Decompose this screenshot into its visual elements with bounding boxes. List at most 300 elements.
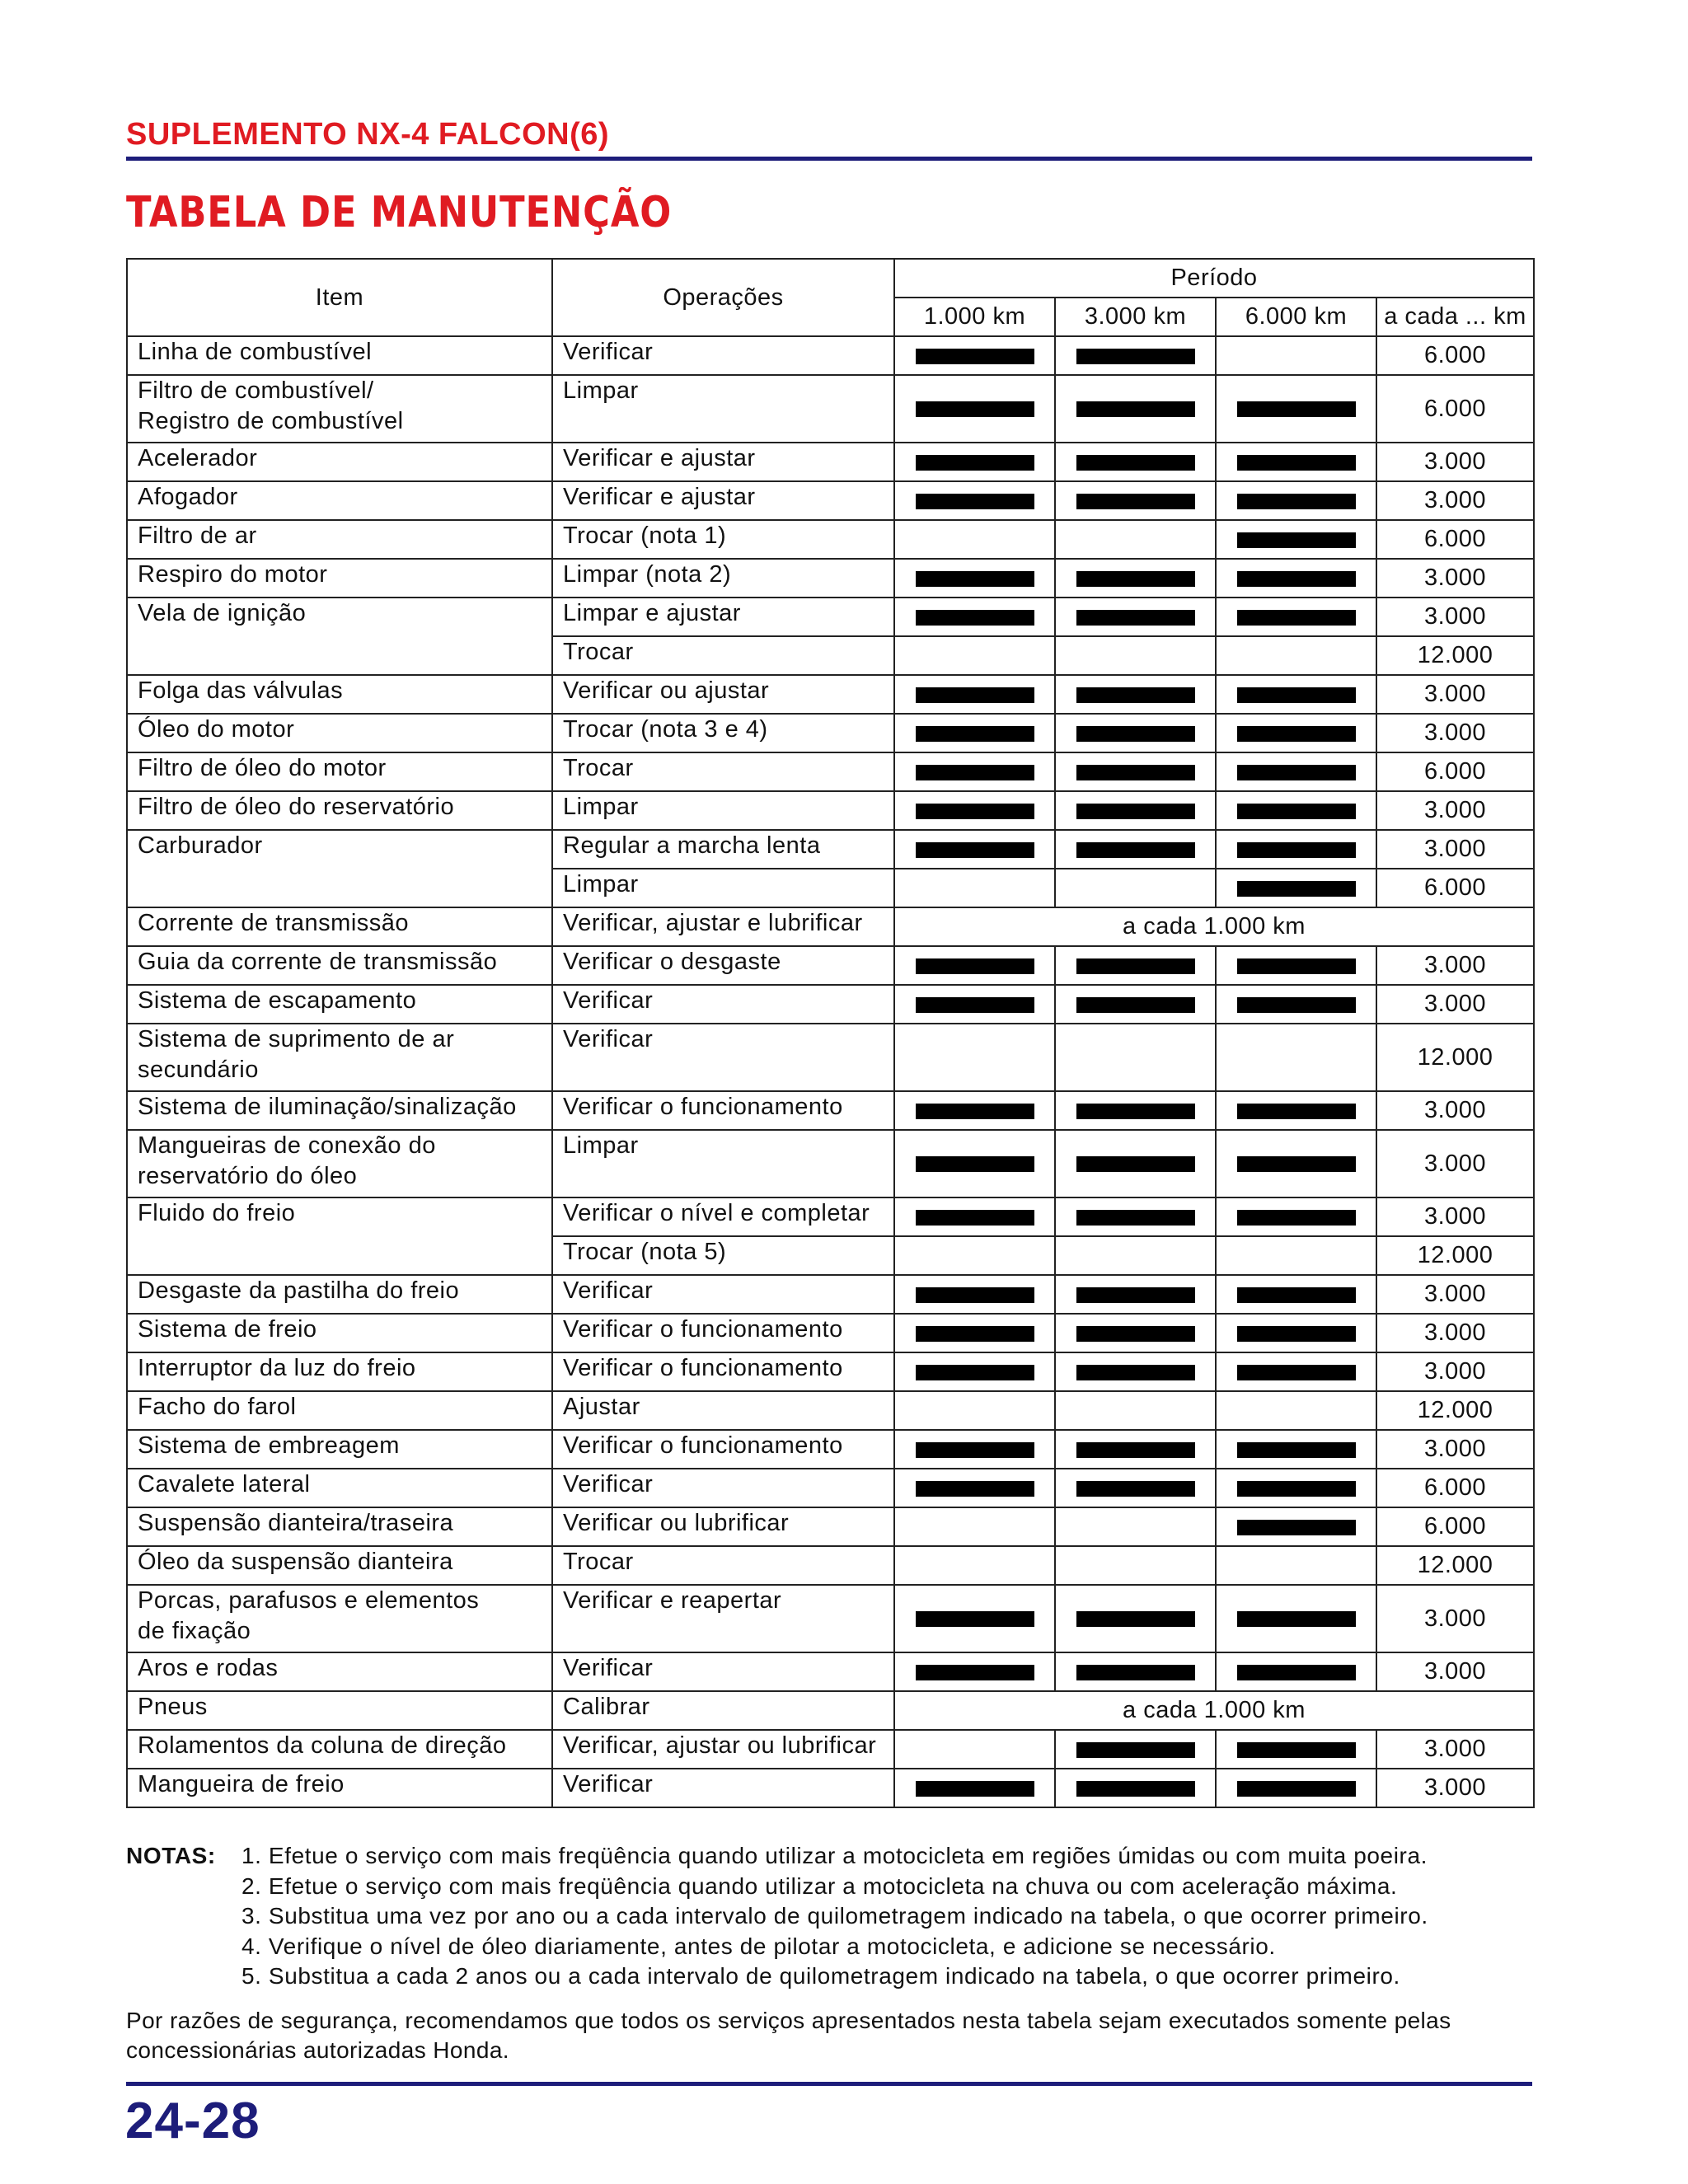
item-cell: Sistema de suprimento de ar secundário: [127, 1024, 552, 1091]
service-mark: [1237, 997, 1356, 1013]
service-mark: [916, 1611, 1034, 1627]
service-mark: [1237, 1665, 1356, 1680]
service-mark: [1237, 1365, 1356, 1380]
period-mark-cell: [1055, 520, 1216, 559]
period-mark-cell: [1055, 1091, 1216, 1130]
item-cell: Cavalete lateral: [127, 1469, 552, 1507]
note-item: 4. Verifique o nível de óleo diariamente, antes de pilotar a motocicleta, e adicione se necessário.: [241, 1933, 1276, 1959]
table-row: [127, 443, 1534, 481]
period-mark-cell: [894, 336, 1055, 375]
service-mark: [1076, 1287, 1195, 1303]
period-mark-cell: [894, 869, 1055, 907]
service-mark: [1237, 765, 1356, 780]
period-mark-cell: [894, 1197, 1055, 1236]
service-mark: [1237, 1442, 1356, 1458]
safety-text: Por razões de segurança, recomendamos que todos os serviços apresentados nesta tabela sejam executados somente pelas concessionárias autorizadas Honda.: [126, 2008, 1451, 2063]
interval-cell: 3.000: [1376, 598, 1534, 636]
interval-cell: 3.000: [1376, 946, 1534, 985]
period-mark-cell: [1055, 1769, 1216, 1807]
service-mark: [916, 494, 1034, 509]
header-every-km: a cada ... km: [1376, 298, 1534, 336]
service-mark: [1237, 1156, 1356, 1172]
service-mark: [916, 1665, 1034, 1680]
period-mark-cell: [1216, 675, 1376, 714]
service-mark: [1076, 610, 1195, 626]
period-mark-cell: [1216, 1585, 1376, 1652]
period-mark-cell: [894, 985, 1055, 1024]
interval-cell: 3.000: [1376, 1352, 1534, 1391]
table-row: [127, 1469, 1534, 1507]
service-mark: [1076, 1156, 1195, 1172]
header-km-3000: 3.000 km: [1055, 298, 1216, 336]
interval-cell: 6.000: [1376, 520, 1534, 559]
interval-cell: 3.000: [1376, 985, 1534, 1024]
item-cell: Filtro de ar: [127, 520, 552, 559]
operation-cell: Trocar (nota 5): [552, 1236, 894, 1275]
item-cell: Acelerador: [127, 443, 552, 481]
operation-cell: Verificar: [552, 1469, 894, 1507]
service-mark: [1076, 1365, 1195, 1380]
period-mark-cell: [1055, 752, 1216, 791]
service-mark: [1237, 1481, 1356, 1497]
period-mark-cell: [1216, 1469, 1376, 1507]
table-row: [127, 714, 1534, 752]
period-mark-cell: [1216, 1236, 1376, 1275]
period-mark-cell: [1216, 1091, 1376, 1130]
period-mark-cell: [1216, 1730, 1376, 1769]
note-item: 5. Substitua a cada 2 anos ou a cada intervalo de quilometragem indicado na tabela, o que ocorrer primeiro.: [241, 1963, 1400, 1989]
service-mark: [1076, 687, 1195, 703]
operation-cell: Verificar e reapertar: [552, 1585, 894, 1652]
period-mark-cell: [894, 946, 1055, 985]
service-mark: [1237, 532, 1356, 548]
interval-cell: 3.000: [1376, 1130, 1534, 1197]
period-mark-cell: [1055, 869, 1216, 907]
operation-cell: Limpar e ajustar: [552, 598, 894, 636]
item-cell: Mangueiras de conexão do reservatório do óleo: [127, 1130, 552, 1197]
table-row: [127, 1314, 1534, 1352]
period-mark-cell: [894, 1430, 1055, 1469]
maintenance-table: [126, 258, 1535, 1808]
period-mark-cell: [1055, 946, 1216, 985]
period-mark-cell: [894, 636, 1055, 675]
table-row: [127, 336, 1534, 375]
period-mark-cell: [1055, 830, 1216, 869]
item-cell: Sistema de freio: [127, 1314, 552, 1352]
operation-cell: Limpar: [552, 869, 894, 907]
period-mark-cell: [894, 1652, 1055, 1691]
service-mark: [916, 1287, 1034, 1303]
interval-cell: 3.000: [1376, 1091, 1534, 1130]
operation-cell: Calibrar: [552, 1691, 894, 1730]
period-mark-cell: [1055, 1585, 1216, 1652]
operation-cell: Limpar (nota 2): [552, 559, 894, 598]
operation-cell: Verificar o funcionamento: [552, 1091, 894, 1130]
service-mark: [1237, 455, 1356, 471]
operation-cell: Verificar: [552, 1275, 894, 1314]
item-cell: Óleo do motor: [127, 714, 552, 752]
operation-cell: Limpar: [552, 1130, 894, 1197]
period-mark-cell: [894, 1730, 1055, 1769]
item-cell: Sistema de embreagem: [127, 1430, 552, 1469]
period-mark-cell: [1055, 1652, 1216, 1691]
service-mark: [1237, 804, 1356, 819]
operation-cell: Verificar: [552, 1769, 894, 1807]
period-mark-cell: [894, 1469, 1055, 1507]
interval-cell: 12.000: [1376, 1391, 1534, 1430]
service-mark: [1237, 842, 1356, 858]
period-mark-cell: [1216, 481, 1376, 520]
period-mark-cell: [1216, 1197, 1376, 1236]
period-mark-cell: [1216, 636, 1376, 675]
service-mark: [1237, 610, 1356, 626]
table-row: [127, 907, 1534, 946]
interval-note-cell: a cada 1.000 km: [894, 907, 1534, 946]
table-row: [127, 830, 1534, 869]
table-row: [127, 1197, 1534, 1236]
interval-cell: 6.000: [1376, 375, 1534, 443]
table-row: [127, 1585, 1534, 1652]
operation-cell: Verificar: [552, 1024, 894, 1091]
period-mark-cell: [894, 791, 1055, 830]
table-row: [127, 791, 1534, 830]
period-mark-cell: [894, 559, 1055, 598]
interval-cell: 3.000: [1376, 1430, 1534, 1469]
interval-cell: 3.000: [1376, 559, 1534, 598]
service-mark: [916, 1781, 1034, 1797]
operation-cell: Regular a marcha lenta: [552, 830, 894, 869]
service-mark: [1237, 1611, 1356, 1627]
item-cell: Filtro de óleo do motor: [127, 752, 552, 791]
period-mark-cell: [1055, 1314, 1216, 1352]
period-mark-cell: [1055, 1730, 1216, 1769]
operation-cell: Verificar o desgaste: [552, 946, 894, 985]
table-row: [127, 375, 1534, 443]
period-mark-cell: [1216, 1352, 1376, 1391]
interval-cell: 3.000: [1376, 481, 1534, 520]
service-mark: [1237, 571, 1356, 587]
period-mark-cell: [894, 675, 1055, 714]
period-mark-cell: [894, 1130, 1055, 1197]
operation-cell: Trocar: [552, 752, 894, 791]
service-mark: [916, 1156, 1034, 1172]
period-mark-cell: [1055, 1024, 1216, 1091]
table-row: [127, 752, 1534, 791]
header-rule: [126, 157, 1532, 161]
item-cell: Vela de ignição: [127, 598, 552, 675]
operation-cell: Verificar o funcionamento: [552, 1314, 894, 1352]
interval-cell: 6.000: [1376, 1507, 1534, 1546]
operation-cell: Verificar: [552, 985, 894, 1024]
footer-rule: [126, 2082, 1532, 2086]
item-cell: Aros e rodas: [127, 1652, 552, 1691]
table-row: [127, 1507, 1534, 1546]
period-mark-cell: [1216, 1130, 1376, 1197]
period-mark-cell: [1216, 714, 1376, 752]
period-mark-cell: [1216, 375, 1376, 443]
operation-cell: Verificar e ajustar: [552, 481, 894, 520]
period-mark-cell: [894, 598, 1055, 636]
period-mark-cell: [1055, 714, 1216, 752]
table-row: [127, 520, 1534, 559]
interval-cell: 3.000: [1376, 675, 1534, 714]
operation-cell: Verificar o funcionamento: [552, 1430, 894, 1469]
period-mark-cell: [1055, 1197, 1216, 1236]
period-mark-cell: [1216, 1769, 1376, 1807]
table-row: [127, 1024, 1534, 1091]
interval-cell: 12.000: [1376, 636, 1534, 675]
period-mark-cell: [1216, 1652, 1376, 1691]
interval-cell: 3.000: [1376, 1197, 1534, 1236]
table-row: [127, 946, 1534, 985]
header-km-1000: 1.000 km: [894, 298, 1055, 336]
period-mark-cell: [1216, 1314, 1376, 1352]
item-cell: Fluido do freio: [127, 1197, 552, 1275]
period-mark-cell: [894, 1585, 1055, 1652]
service-mark: [1237, 687, 1356, 703]
period-mark-cell: [1055, 1469, 1216, 1507]
item-cell: Filtro de óleo do reservatório: [127, 791, 552, 830]
period-mark-cell: [1055, 1391, 1216, 1430]
period-mark-cell: [1055, 791, 1216, 830]
period-mark-cell: [894, 1769, 1055, 1807]
period-mark-cell: [894, 830, 1055, 869]
operation-cell: Verificar, ajustar e lubrificar: [552, 907, 894, 946]
interval-cell: 3.000: [1376, 791, 1534, 830]
item-cell: Mangueira de freio: [127, 1769, 552, 1807]
service-mark: [916, 571, 1034, 587]
service-mark: [916, 958, 1034, 974]
period-mark-cell: [1055, 1546, 1216, 1585]
service-mark: [1076, 349, 1195, 364]
period-mark-cell: [894, 1546, 1055, 1585]
period-mark-cell: [1055, 559, 1216, 598]
service-mark: [1237, 881, 1356, 897]
period-mark-cell: [894, 520, 1055, 559]
period-mark-cell: [894, 1391, 1055, 1430]
service-mark: [1076, 1611, 1195, 1627]
interval-cell: 12.000: [1376, 1024, 1534, 1091]
interval-note-cell: a cada 1.000 km: [894, 1691, 1534, 1730]
period-mark-cell: [1216, 1430, 1376, 1469]
period-mark-cell: [894, 1275, 1055, 1314]
period-mark-cell: [1055, 985, 1216, 1024]
item-cell: Sistema de escapamento: [127, 985, 552, 1024]
notes-label: NOTAS:: [126, 1843, 216, 1868]
service-mark: [1076, 997, 1195, 1013]
service-mark: [916, 997, 1034, 1013]
notes-list: [241, 1841, 1428, 1992]
period-mark-cell: [1216, 1024, 1376, 1091]
note-item: 2. Efetue o serviço com mais freqüência quando utilizar a motocicleta na chuva ou com aceleração máxima.: [241, 1872, 1398, 1899]
period-mark-cell: [1216, 443, 1376, 481]
service-mark: [916, 1326, 1034, 1342]
operation-cell: Verificar e ajustar: [552, 443, 894, 481]
interval-cell: 3.000: [1376, 830, 1534, 869]
period-mark-cell: [1055, 1236, 1216, 1275]
operation-cell: Verificar o nível e completar: [552, 1197, 894, 1236]
period-mark-cell: [894, 1236, 1055, 1275]
service-mark: [916, 1104, 1034, 1119]
service-mark: [1237, 1287, 1356, 1303]
table-row: [127, 1391, 1534, 1430]
item-cell: Interruptor da luz do freio: [127, 1352, 552, 1391]
service-mark: [1076, 958, 1195, 974]
operation-cell: Limpar: [552, 791, 894, 830]
service-mark: [916, 687, 1034, 703]
period-mark-cell: [1055, 598, 1216, 636]
operation-cell: Trocar: [552, 636, 894, 675]
interval-cell: 6.000: [1376, 1469, 1534, 1507]
period-mark-cell: [1216, 946, 1376, 985]
interval-cell: 6.000: [1376, 336, 1534, 375]
period-mark-cell: [894, 481, 1055, 520]
service-mark: [916, 401, 1034, 417]
item-cell: Filtro de combustível/ Registro de combustível: [127, 375, 552, 443]
period-mark-cell: [1055, 1275, 1216, 1314]
table-row: [127, 598, 1534, 636]
table-row: [127, 675, 1534, 714]
period-mark-cell: [1055, 1507, 1216, 1546]
interval-cell: 3.000: [1376, 443, 1534, 481]
item-cell: Respiro do motor: [127, 559, 552, 598]
service-mark: [1076, 1781, 1195, 1797]
table-body: [127, 336, 1534, 1807]
service-mark: [1076, 401, 1195, 417]
item-cell: Óleo da suspensão dianteira: [127, 1546, 552, 1585]
service-mark: [1076, 1742, 1195, 1758]
period-mark-cell: [1216, 336, 1376, 375]
service-mark: [1076, 1442, 1195, 1458]
table-row: [127, 1352, 1534, 1391]
note-item: 3. Substitua uma vez por ano ou a cada intervalo de quilometragem indicado na tabela, o que ocorrer primeiro.: [241, 1903, 1428, 1929]
table-row: [127, 1130, 1534, 1197]
service-mark: [1076, 842, 1195, 858]
period-mark-cell: [1055, 481, 1216, 520]
service-mark: [916, 842, 1034, 858]
period-mark-cell: [1216, 869, 1376, 907]
interval-cell: 3.000: [1376, 1275, 1534, 1314]
interval-cell: 3.000: [1376, 714, 1534, 752]
item-cell: Rolamentos da coluna de direção: [127, 1730, 552, 1769]
service-mark: [1237, 958, 1356, 974]
interval-cell: 3.000: [1376, 1585, 1534, 1652]
service-mark: [916, 1365, 1034, 1380]
operation-cell: Verificar: [552, 336, 894, 375]
period-mark-cell: [1055, 1130, 1216, 1197]
period-mark-cell: [1216, 791, 1376, 830]
period-mark-cell: [1216, 520, 1376, 559]
table-row: [127, 1730, 1534, 1769]
interval-cell: 3.000: [1376, 1652, 1534, 1691]
period-mark-cell: [1055, 1430, 1216, 1469]
item-cell: Guia da corrente de transmissão: [127, 946, 552, 985]
period-mark-cell: [1216, 985, 1376, 1024]
period-mark-cell: [894, 1352, 1055, 1391]
service-mark: [916, 1481, 1034, 1497]
period-mark-cell: [1216, 1507, 1376, 1546]
interval-cell: 12.000: [1376, 1546, 1534, 1585]
interval-cell: 3.000: [1376, 1769, 1534, 1807]
table-row: [127, 1691, 1534, 1730]
service-mark: [1237, 401, 1356, 417]
service-mark: [1076, 726, 1195, 742]
operation-cell: Trocar: [552, 1546, 894, 1585]
service-mark: [1237, 1104, 1356, 1119]
item-cell: Linha de combustível: [127, 336, 552, 375]
interval-cell: 12.000: [1376, 1236, 1534, 1275]
operation-cell: Trocar (nota 3 e 4): [552, 714, 894, 752]
operation-cell: Limpar: [552, 375, 894, 443]
period-mark-cell: [894, 1024, 1055, 1091]
operation-cell: Verificar: [552, 1652, 894, 1691]
period-mark-cell: [894, 752, 1055, 791]
item-cell: Porcas, parafusos e elementos de fixação: [127, 1585, 552, 1652]
item-cell: Sistema de iluminação/sinalização: [127, 1091, 552, 1130]
service-mark: [1237, 1520, 1356, 1535]
period-mark-cell: [894, 443, 1055, 481]
period-mark-cell: [894, 375, 1055, 443]
interval-cell: 6.000: [1376, 752, 1534, 791]
service-mark: [1076, 1326, 1195, 1342]
item-cell: Folga das válvulas: [127, 675, 552, 714]
operation-cell: Trocar (nota 1): [552, 520, 894, 559]
period-mark-cell: [1216, 752, 1376, 791]
period-mark-cell: [1055, 1352, 1216, 1391]
service-mark: [916, 349, 1034, 364]
table-row: [127, 1652, 1534, 1691]
table-row: [127, 1546, 1534, 1585]
item-cell: Facho do farol: [127, 1391, 552, 1430]
period-mark-cell: [1055, 636, 1216, 675]
service-mark: [1076, 804, 1195, 819]
table-row: [127, 1769, 1534, 1807]
table-row: [127, 985, 1534, 1024]
service-mark: [916, 726, 1034, 742]
item-cell: Corrente de transmissão: [127, 907, 552, 946]
header-item: Item: [127, 259, 552, 336]
operation-cell: Verificar ou ajustar: [552, 675, 894, 714]
period-mark-cell: [1216, 1391, 1376, 1430]
period-mark-cell: [1055, 375, 1216, 443]
supplement-title: SUPLEMENTO NX-4 FALCON(6): [126, 117, 610, 152]
service-mark: [1237, 726, 1356, 742]
service-mark: [1076, 1481, 1195, 1497]
header-operations: Operações: [552, 259, 894, 336]
item-cell: Afogador: [127, 481, 552, 520]
service-mark: [1237, 1210, 1356, 1226]
period-mark-cell: [1216, 559, 1376, 598]
period-mark-cell: [1216, 598, 1376, 636]
service-mark: [1076, 1210, 1195, 1226]
period-mark-cell: [1216, 1546, 1376, 1585]
service-mark: [1237, 1326, 1356, 1342]
service-mark: [1076, 1104, 1195, 1119]
period-mark-cell: [894, 714, 1055, 752]
period-mark-cell: [1055, 443, 1216, 481]
operation-cell: Ajustar: [552, 1391, 894, 1430]
period-mark-cell: [1055, 336, 1216, 375]
service-mark: [1076, 571, 1195, 587]
service-mark: [1237, 1742, 1356, 1758]
operation-cell: Verificar o funcionamento: [552, 1352, 894, 1391]
period-mark-cell: [894, 1507, 1055, 1546]
table-row: [127, 559, 1534, 598]
service-mark: [916, 765, 1034, 780]
service-mark: [916, 1442, 1034, 1458]
service-mark: [1076, 1665, 1195, 1680]
service-mark: [916, 1210, 1034, 1226]
